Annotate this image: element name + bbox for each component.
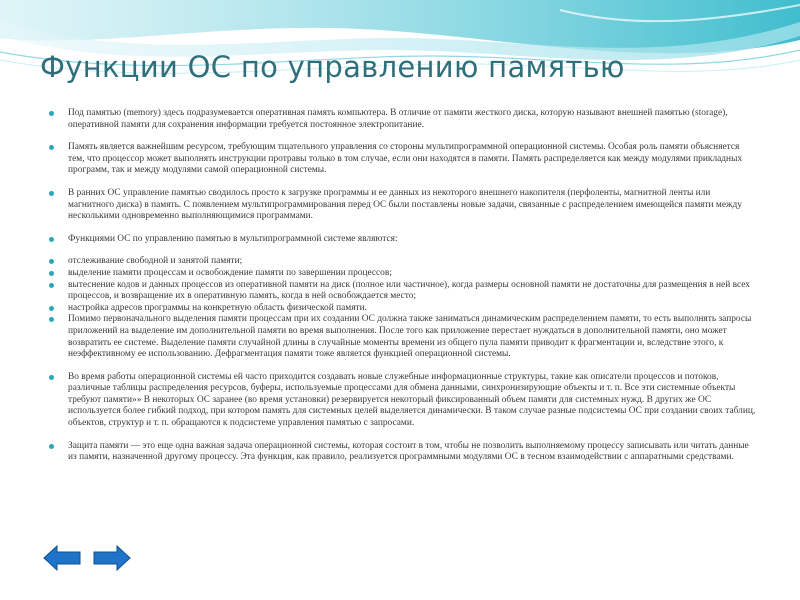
paragraph-text: выделение памяти процессам и освобождение памяти по завершении процессов; [68, 267, 392, 278]
bullet-icon [49, 145, 54, 150]
bullet-icon [49, 306, 54, 311]
paragraph-system-structures [48, 372, 756, 430]
bullet-icon [49, 191, 54, 196]
paragraph-text: отслеживание свободной и занятой памяти; [68, 256, 243, 267]
paragraph-text: Под памятью (memory) здесь подразумевается оперативная память компьютера. В отличие от памяти жесткого диска, которую называют внешней памятью (storage), оперативной памяти для сохранения информации требуется постоянное электропитание. [68, 108, 728, 130]
paragraph-memory-definition [48, 108, 756, 131]
paragraph-memory-protection [48, 441, 756, 464]
list-item-swapping [48, 280, 756, 303]
paragraph-functions-intro [48, 234, 756, 246]
bullet-icon [49, 271, 54, 276]
paragraph-text: Во время работы операционной системы ей часто приходится создавать новые служебные информационные структуры, такие как описатели процессов и потоков, различные таблицы распределения ресурсов, буферы, используемые процессами для обмена данными, синхронизирующие объекты и т. п. Все эти системные объекты требуют памяти»» В некоторых ОС заранее (во время установки) резервируется некоторый фиксированный объем памяти для системных нужд. В других же ОС используется более гибкий подход, при котором память для системных целей выделяется динамически. В таком случае разные подсистемы ОС при создании своих таблиц, объектов, структур и т. п. обращаются к подсистеме управления памятью с запросами. [68, 371, 756, 429]
paragraph-text: Помимо первоначального выделения памяти процессам при их создании ОС должна также заниматься динамическим распределением памяти, то есть выполнять запросы приложений на выделение им дополнительной памяти во время выполнения. После того как приложение перестает нуждаться в дополнительной памяти, оно может возвратить ее системе. Выделение памяти случайной длины в случайные моменты времени из общего пула памяти приводит к фрагментации и, вследствие этого, к неэффективному ее использованию. Дефрагментация памяти тоже является функцией операционной системы. [68, 314, 752, 360]
bullet-icon [49, 111, 54, 116]
paragraph-memory-resource [48, 142, 756, 177]
bullet-icon [49, 283, 54, 288]
paragraph-text: Защита памяти — это еще одна важная задача операционной системы, которая состоит в том, чтобы не позволить выполняемому процессу записывать или читать данные из памяти, назначенной другому процессу. Эта функция, как правило, реализуется программными модулями ОС в тесном взаимодействии с аппаратными средствами. [68, 440, 749, 463]
paragraph-text: настройка адресов программы на конкретную область физической памяти. [68, 302, 367, 313]
bullet-icon [49, 317, 54, 322]
paragraph-text: Память является важнейшим ресурсом, требующим тщательного управления со стороны мультипрограммной операционной системы. Особая роль памяти объясняется тем, что процессор может выполнять инструкции протравы только в том случае, если они находятся в памяти. Память распределяется как между модулями прикладных программ, так и между модулями самой операционной системы. [68, 142, 743, 176]
bullet-icon [49, 444, 54, 449]
list-item-address-binding [48, 303, 756, 315]
list-item-allocation [48, 268, 756, 280]
paragraph-dynamic-allocation [48, 314, 756, 360]
previous-slide-button[interactable] [43, 545, 81, 571]
bullet-icon [49, 259, 54, 264]
bullet-icon [49, 237, 54, 242]
paragraph-text: Функциями ОС по управлению памятью в мультипрограммной системе являются: [68, 233, 398, 244]
arrow-right-icon [93, 545, 131, 571]
paragraph-text: вытеснение кодов и данных процессов из оперативной памяти на диск (полное или частичное), когда размеры основной памяти не достаточны для размещения в ней всех процессов, и возвращение их в оперативную память, когда в ней освобождается место; [68, 279, 750, 302]
slide-title: Функции ОС по управлению памятью [40, 50, 625, 84]
next-slide-button[interactable] [93, 545, 131, 571]
slide-body [48, 108, 756, 464]
arrow-left-icon [43, 545, 81, 571]
paragraph-early-os [48, 188, 756, 223]
paragraph-text: В ранних ОС управление памятью сводилось просто к загрузке программы и ее данных из некоторого внешнего накопителя (перфоленты, магнитной ленты или магнитного диска) в память. С появлением мультипрограммирования перед ОС были поставлены новые задачи, связанные с распределением имеющейся памяти между несколькими одновременно выполняющимися программами. [68, 187, 742, 222]
bullet-icon [49, 375, 54, 380]
list-item-tracking [48, 256, 756, 268]
